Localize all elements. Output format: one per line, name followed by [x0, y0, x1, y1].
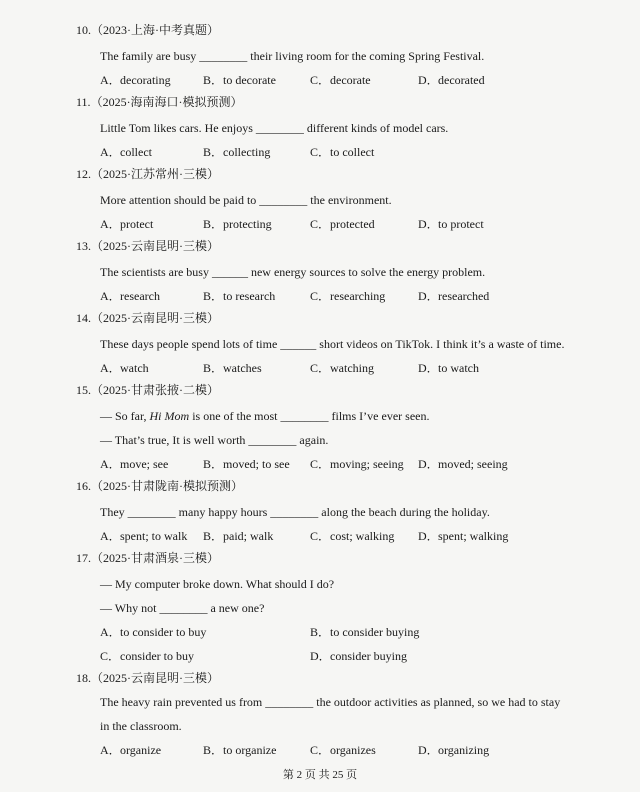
dialog-line-1: — So far, Hi Mom is one of the most ________ films I’ve ever seen.	[100, 409, 430, 423]
question-header	[76, 478, 243, 494]
question-number: 17.	[76, 551, 91, 565]
question-stem: Little Tom likes cars. He enjoys ________ different kinds of model cars.	[100, 121, 449, 135]
option-d[interactable]: D．to protect	[418, 217, 484, 231]
question-number: 12.	[76, 167, 91, 181]
question-number: 16.	[76, 479, 91, 493]
option-d[interactable]: D．researched	[418, 289, 490, 303]
option-b[interactable]: B．watches	[203, 361, 262, 375]
option-c[interactable]: C．protected	[310, 217, 375, 231]
question-number: 13.	[76, 239, 91, 253]
option-a[interactable]: A．protect	[100, 217, 154, 231]
option-b[interactable]: B．to organize	[203, 743, 277, 757]
question-header	[76, 670, 219, 686]
dialog-line-1: — My computer broke down. What should I do?	[100, 577, 335, 591]
option-b[interactable]: B．to consider buying	[310, 625, 420, 639]
option-a[interactable]: A．move; see	[100, 457, 169, 471]
option-c[interactable]: C．researching	[310, 289, 386, 303]
option-c[interactable]: C．consider to buy	[100, 649, 194, 663]
option-c[interactable]: C．watching	[310, 361, 374, 375]
option-b[interactable]: B．to decorate	[203, 73, 276, 87]
option-a[interactable]: A．collect	[100, 145, 152, 159]
question-stem-continued: in the classroom.	[100, 719, 182, 733]
question-source: （2025·云南昆明·三模）	[91, 311, 219, 325]
question-number: 14.	[76, 311, 91, 325]
question-header	[76, 22, 219, 38]
option-a[interactable]: A．watch	[100, 361, 149, 375]
option-a[interactable]: A．organize	[100, 743, 162, 757]
option-c[interactable]: C．moving; seeing	[310, 457, 404, 471]
option-c[interactable]: C．organizes	[310, 743, 376, 757]
question-source: （2025·江苏常州·三模）	[91, 167, 219, 181]
question-stem: The family are busy ________ their living room for the coming Spring Festival.	[100, 49, 485, 63]
question-source: （2025·海南海口·模拟预测）	[90, 95, 243, 109]
question-stem: These days people spend lots of time ______ short videos on TikTok. I think it’s a waste of time.	[100, 337, 565, 351]
option-b[interactable]: B．protecting	[203, 217, 272, 231]
option-d[interactable]: D．spent; walking	[418, 529, 509, 543]
question-header	[76, 550, 219, 566]
question-source: （2025·甘肃陇南·模拟预测）	[91, 479, 243, 493]
question-stem: The heavy rain prevented us from ________ the outdoor activities as planned, so we had to stay	[100, 695, 561, 709]
option-c[interactable]: C．cost; walking	[310, 529, 395, 543]
option-b[interactable]: B．to research	[203, 289, 276, 303]
question-number: 15.	[76, 383, 91, 397]
question-header	[76, 238, 219, 254]
option-a[interactable]: A．research	[100, 289, 160, 303]
question-source: （2025·云南昆明·三模）	[91, 239, 219, 253]
question-header	[76, 382, 219, 398]
question-stem: The scientists are busy ______ new energy sources to solve the energy problem.	[100, 265, 486, 279]
option-b[interactable]: B．moved; to see	[203, 457, 290, 471]
question-number: 11.	[76, 95, 91, 109]
option-d[interactable]: D．organizing	[418, 743, 490, 757]
option-d[interactable]: D．consider buying	[310, 649, 407, 663]
question-stem: More attention should be paid to ________ the environment.	[100, 193, 392, 207]
dialog-line-2: — Why not ________ a new one?	[100, 601, 265, 615]
question-header	[76, 310, 219, 326]
option-d[interactable]: D．moved; seeing	[418, 457, 508, 471]
question-number: 10.	[76, 23, 91, 37]
option-a[interactable]: A．decorating	[100, 73, 171, 87]
option-a[interactable]: A．to consider to buy	[100, 625, 207, 639]
page-footer: 第 2 页 共 25 页	[282, 769, 358, 781]
question-source: （2025·甘肃张掖·二模）	[91, 383, 219, 397]
option-c[interactable]: C．decorate	[310, 73, 371, 87]
option-b[interactable]: B．paid; walk	[203, 529, 274, 543]
question-number: 18.	[76, 671, 91, 685]
question-source: （2023·上海·中考真题）	[91, 23, 219, 37]
dialog-line-2: — That’s true, It is well worth ________ again.	[100, 433, 329, 447]
question-source: （2025·甘肃酒泉·三模）	[91, 551, 219, 565]
question-header	[76, 166, 219, 182]
option-a[interactable]: A．spent; to walk	[100, 529, 188, 543]
question-source: （2025·云南昆明·三模）	[91, 671, 219, 685]
option-b[interactable]: B．collecting	[203, 145, 271, 159]
option-c[interactable]: C．to collect	[310, 145, 375, 159]
question-header	[76, 94, 243, 110]
question-stem: They ________ many happy hours ________ along the beach during the holiday.	[100, 505, 490, 519]
option-d[interactable]: D．decorated	[418, 73, 485, 87]
film-title: Hi Mom	[149, 409, 190, 423]
option-d[interactable]: D．to watch	[418, 361, 479, 375]
